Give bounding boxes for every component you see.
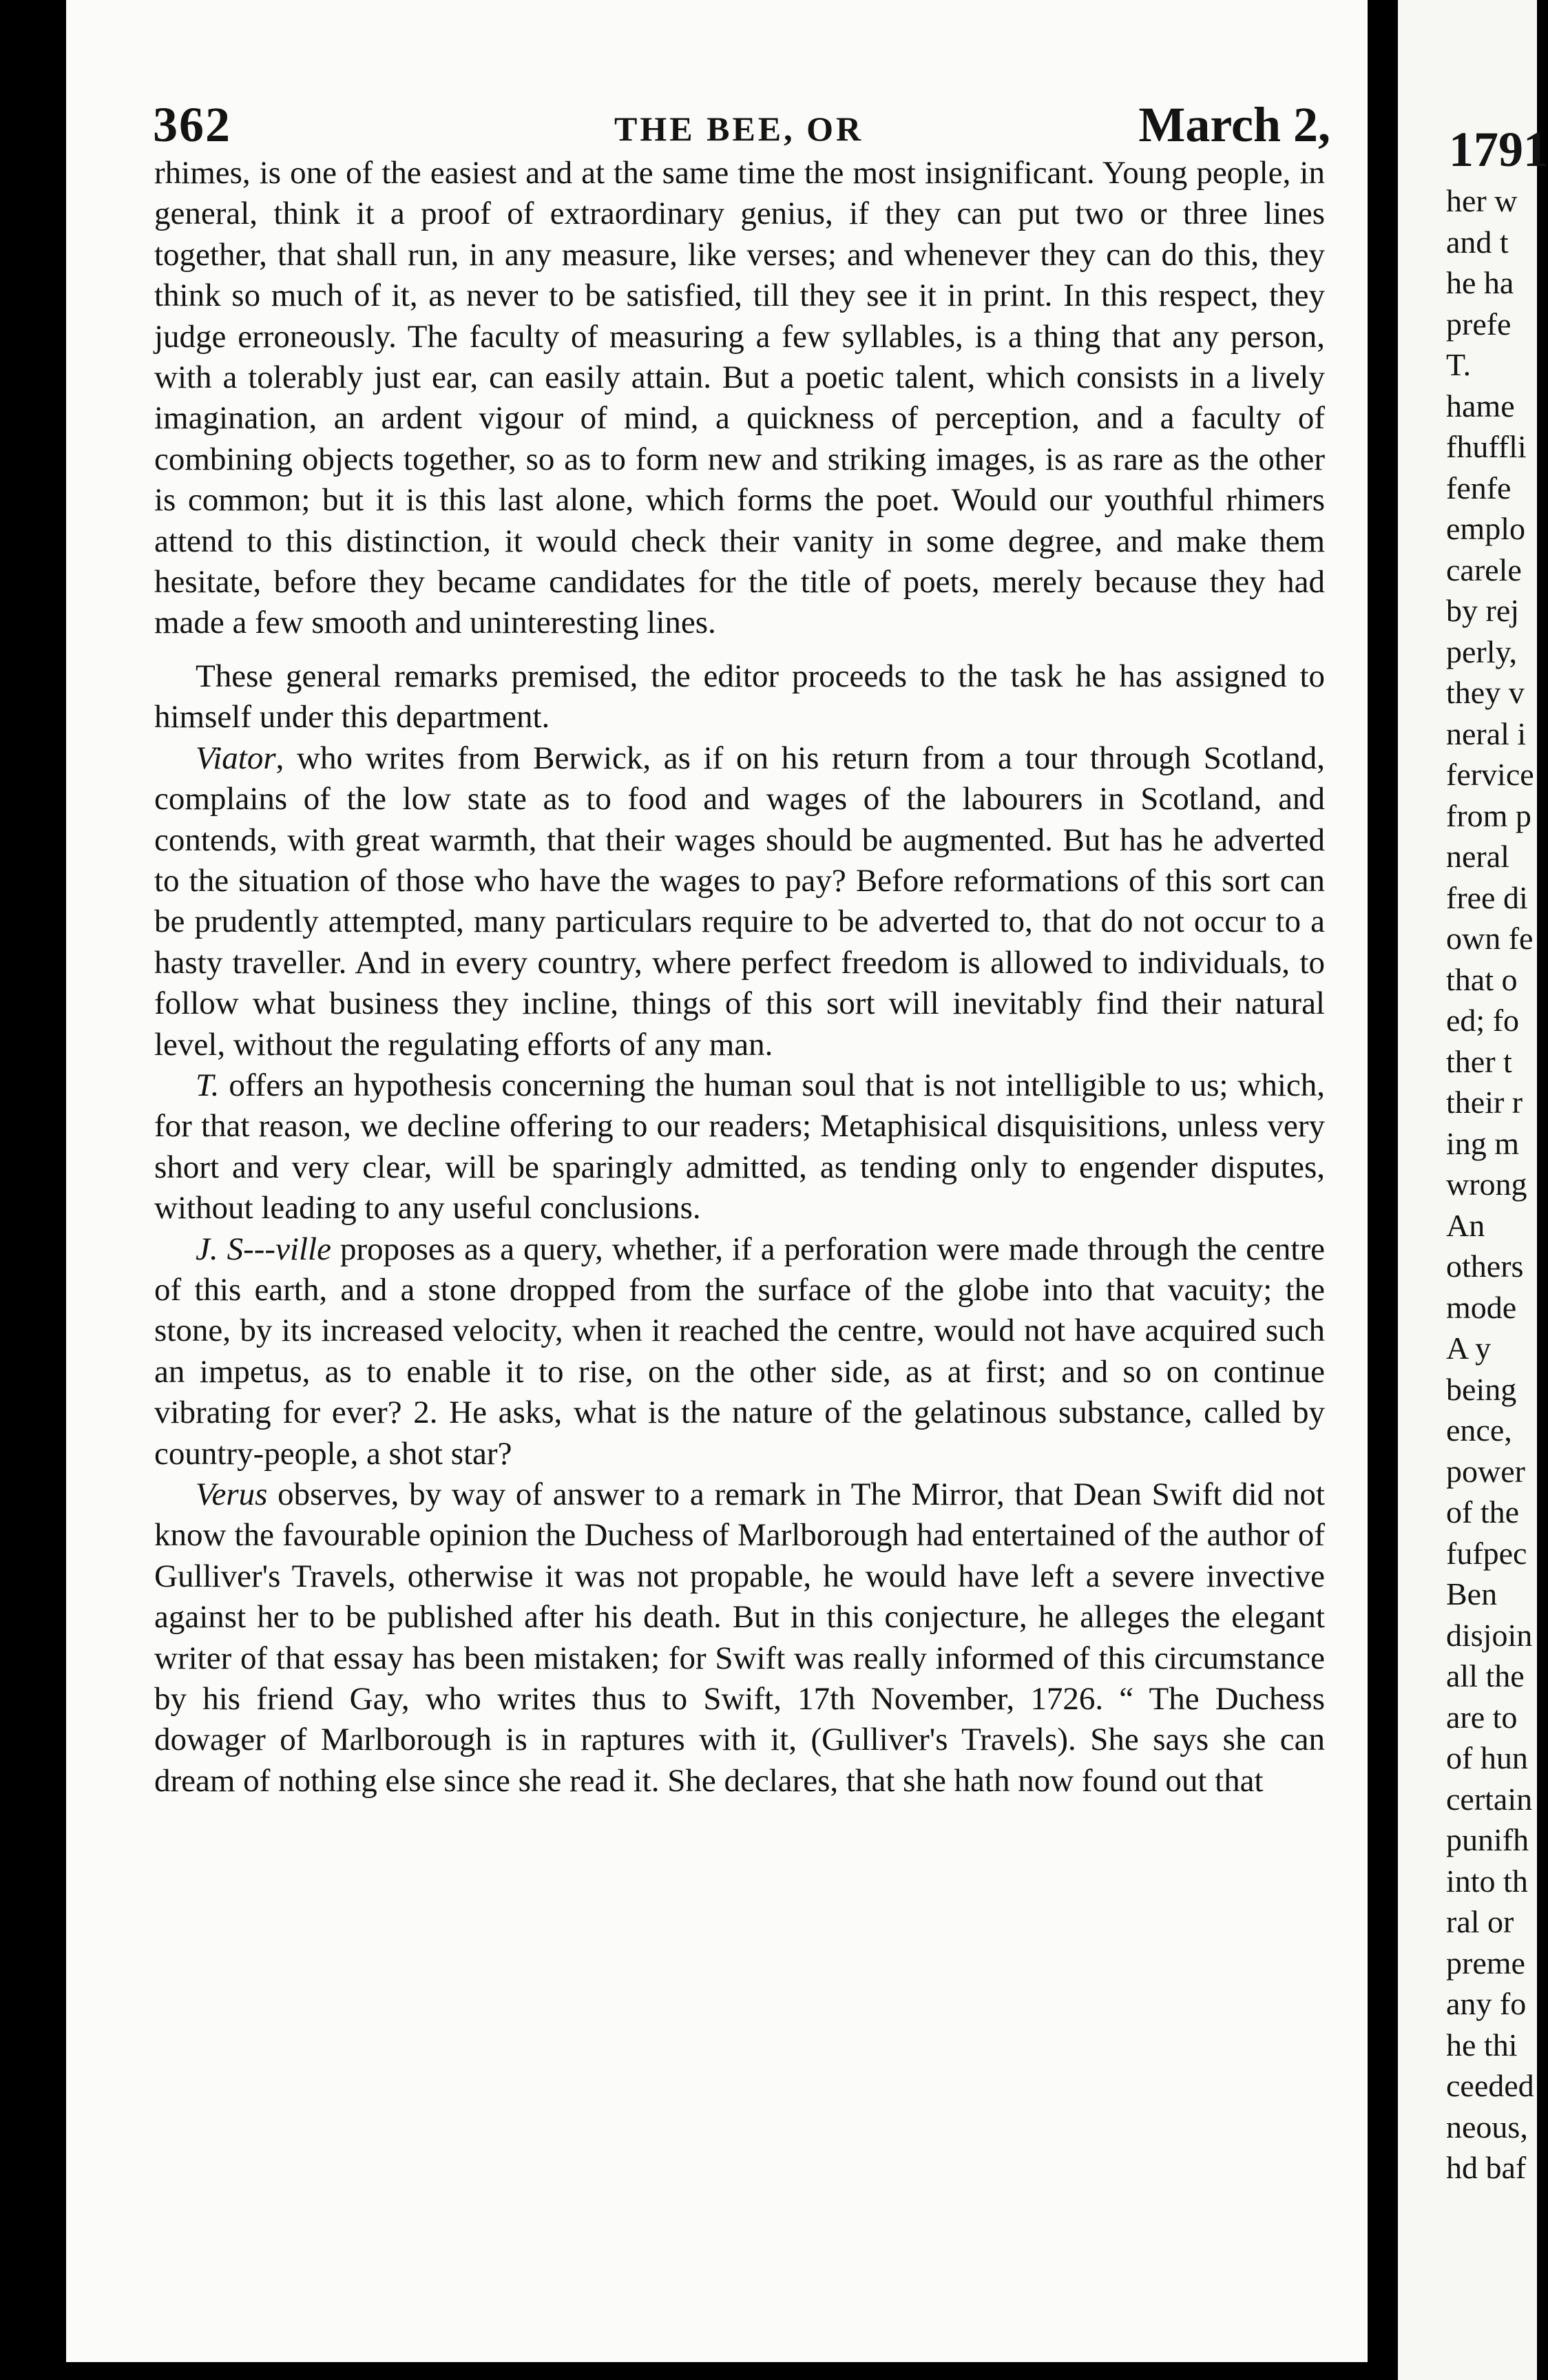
right-page-line: carele (1446, 552, 1522, 587)
right-page-line: fufpec (1446, 1535, 1527, 1571)
right-page-line: A y (1446, 1330, 1492, 1366)
right-page-line: Ben (1446, 1576, 1498, 1611)
header-date: March 2, (1138, 97, 1330, 152)
right-page-line: T. (1446, 347, 1472, 382)
right-page-line: and t (1446, 224, 1509, 260)
right-page-line: ence, (1446, 1412, 1512, 1448)
paragraph: J. S---ville proposes as a query, whether, if a perforation were made through the centre of this earth, and a stone dropped from the surface of the globe into that vacuity; the stone, by its increased velocity, when it reached the centre, would not have acquired such an impetus, as to enable it to rise, on the other side, as at first; and so on continue vibrating for ever? 2. He asks, what is the nature of the gelatinous substance, called by country-people, a shot star? (154, 1231, 1325, 1472)
right-page-line: disjoin (1446, 1617, 1533, 1653)
right-page-line: prefe (1446, 306, 1512, 342)
right-page-line: fhuffli (1446, 429, 1527, 464)
right-page-line: ther t (1446, 1043, 1512, 1079)
right-page-line: by rej (1446, 593, 1520, 628)
paragraph: Viator, who writes from Berwick, as if on his return from a tour through Scotland, complains of the low state as to food and wages of the labourers in Scotland, and contends, with great warmth, that their wages should be augmented. But has he adverted to the situation of those who have the wages to pay? Before reformations of this sort can be prudently attempted, many particulars require to be adverted to, that do not occur to a hasty traveller. And in every country, where perfect freedom is allowed to individuals, to follow what business they incline, things of this sort will inevitably find their natural level, without the regulating efforts of any man. (154, 740, 1325, 1063)
right-page-line: mode (1446, 1289, 1517, 1325)
right-page-line: others (1446, 1249, 1524, 1284)
correspondent-name: T. (196, 1067, 220, 1103)
paragraph: These general remarks premised, the editor proceeds to the task he has assigned to himself under this department. (154, 658, 1325, 735)
right-page-line: any fo (1446, 1986, 1527, 2021)
right-page-line: ceeded (1446, 2068, 1534, 2103)
right-page-year: 1791 (1449, 122, 1548, 177)
right-page-line: free di (1446, 879, 1528, 915)
right-page-line: emplo (1446, 511, 1525, 546)
right-page-line: perly, (1446, 634, 1518, 669)
right-page-line: neral (1446, 839, 1509, 874)
right-page-line: are to (1446, 1699, 1518, 1735)
right-page-text (1446, 180, 1534, 2189)
correspondent-name: J. S---ville (196, 1231, 331, 1267)
right-page-line: ed; fo (1446, 1003, 1520, 1038)
right-page-line: hame (1446, 388, 1515, 424)
right-page-line: that o (1446, 961, 1518, 997)
page-number: 362 (153, 97, 231, 152)
right-page (1398, 0, 1548, 2380)
right-page-line: he thi (1446, 2027, 1518, 2063)
right-page-line: neous, (1446, 2109, 1528, 2144)
right-page-line: of hun (1446, 1740, 1528, 1775)
running-title: THE BEE, OR (614, 109, 864, 148)
right-page-line: hd baf (1446, 2150, 1527, 2185)
correspondent-name: Verus (196, 1476, 268, 1512)
right-page-line: power (1446, 1453, 1525, 1489)
right-page-line: all the (1446, 1658, 1525, 1693)
right-page-line: punifh (1446, 1822, 1529, 1857)
right-page-line: into th (1446, 1863, 1528, 1899)
right-page-line: certain (1446, 1781, 1533, 1817)
correspondent-name: Viator (196, 740, 276, 776)
right-page-line: fervice (1446, 757, 1534, 792)
article-body (154, 153, 1325, 1802)
right-page-line: their r (1446, 1085, 1523, 1120)
right-page-line: from p (1446, 797, 1531, 833)
right-page-line: they v (1446, 675, 1525, 710)
right-page-line: he ha (1446, 265, 1514, 300)
paragraph: Verus observes, by way of answer to a remark in The Mirror, that Dean Swift did not know the favourable opinion the Duchess of Marlborough had entertained of the author of Gulliver's Travels, otherwise it was not propable, he would have left a severe invective against her to be published after his death. But in this conjecture, he alleges the elegant writer of that essay has been mistaken; for Swift was really informed of this circumstance by his friend Gay, who writes thus to Swift, 17th November, 1726. “ The Duchess dowager of Marlborough is in raptures with it, (Gulliver's Travels). She says she can dream of nothing else since she read it. She declares, that she hath now found out that (154, 1476, 1325, 1799)
right-page-line: ing m (1446, 1125, 1520, 1161)
right-page-line: her w (1446, 183, 1518, 218)
paragraph: rhimes, is one of the easiest and at the same time the most insignificant. Young people, in general, think it a proof of extraordinary genius, if they can put two or three lines together, that shall run, in any measure, like verses; and whenever they can do this, they think so much of it, as never to be satisfied, till they see it in print. In this respect, they judge erroneously. The faculty of measuring a few syllables, is a thing that any person, with a tolerably just ear, can easily attain. But a poetic talent, which consists in a lively imagination, an ardent vigour of mind, a quickness of perception, and a faculty of combining objects together, so as to form new and striking images, is as rare as the other is common; but it is this last alone, which forms the poet. Would our youthful rhimers attend to this distinction, it would check their vanity in some degree, and make them hesitate, before they became candidates for the title of poets, merely because they had made a few smooth and uninteresting lines. (154, 155, 1325, 641)
right-page-line: fenfe (1446, 470, 1512, 505)
right-page-line: ral or (1446, 1904, 1514, 1939)
right-page-line: An (1446, 1207, 1485, 1243)
right-page-line: own fe (1446, 921, 1534, 956)
right-page-line: of the (1446, 1494, 1520, 1530)
right-page-line: preme (1446, 1945, 1525, 1981)
paragraph: T. offers an hypothesis concerning the human soul that is not intelligible to us; which, for that reason, we decline offering to our readers; Metaphisical disquisitions, unless very short and very clear, will be sparingly admitted, as tending only to engender disputes, without leading to any useful conclusions. (154, 1067, 1325, 1226)
right-page-line: neral i (1446, 716, 1527, 751)
right-page-line: being (1446, 1371, 1517, 1407)
right-page-line: wrong (1446, 1167, 1527, 1202)
